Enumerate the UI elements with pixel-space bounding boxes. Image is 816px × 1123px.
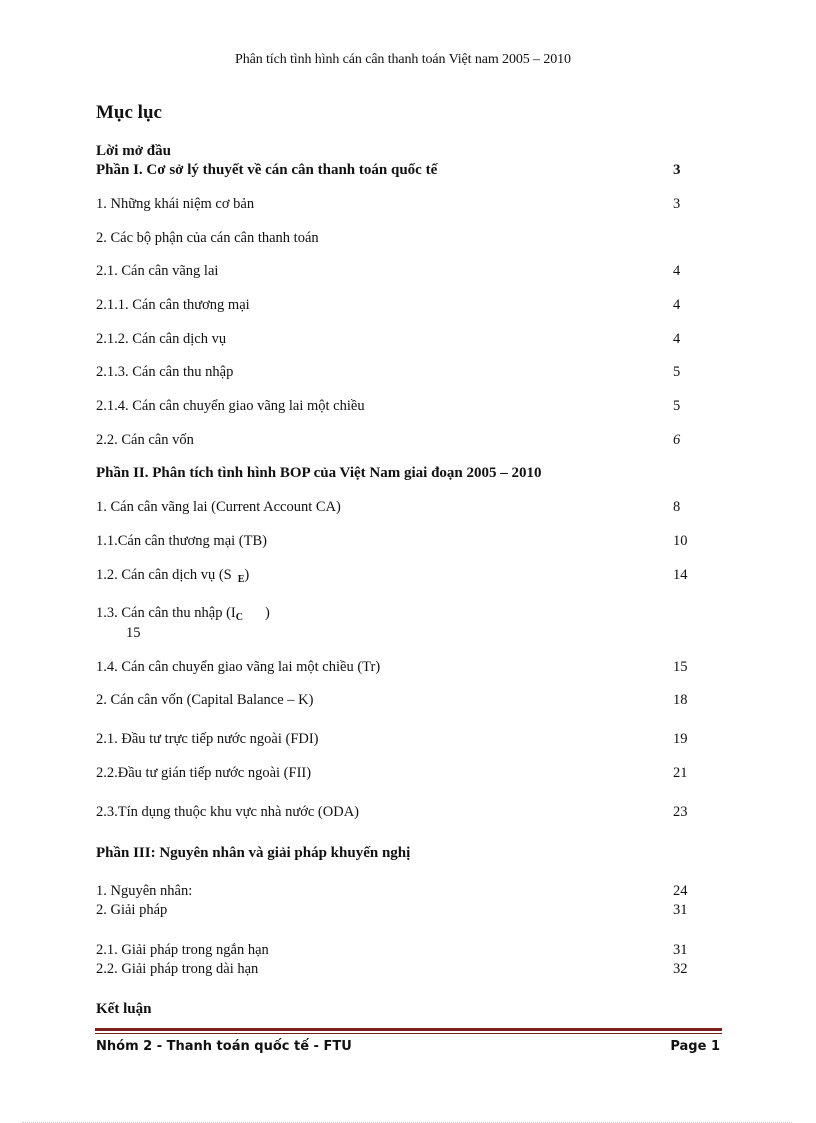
toc-item-page: 6 (673, 432, 681, 448)
toc-item-label-text: 1.2. Cán cân dịch vụ (S (96, 567, 232, 583)
toc-item-page: 3 (673, 196, 681, 212)
toc-item-page: 15 (673, 659, 688, 675)
toc-item-page: 4 (673, 331, 681, 347)
toc-item-label-close: ) (244, 567, 250, 583)
toc-item-label: 1. Những khái niệm cơ bản (96, 196, 255, 212)
toc-item-page: 23 (673, 804, 688, 820)
toc-item[interactable] (96, 603, 696, 643)
toc-item-label: 2. Giải pháp (96, 902, 168, 918)
toc-conclusion-label: Kết luận (96, 1001, 152, 1017)
toc-item-label-close: ) (264, 605, 270, 621)
toc-item-page: 19 (673, 731, 688, 747)
toc-item-label: 1. Cán cân vãng lai (Current Account CA) (96, 499, 341, 515)
toc-item-label: 2.1.3. Cán cân thu nhập (96, 364, 234, 380)
toc-item-label: 2. Các bộ phận của cán cân thanh toán (96, 230, 319, 246)
toc-item-page: 4 (673, 297, 681, 313)
toc-item-label: Phần I. Cơ sở lý thuyết về cán cân thanh toán quốc tế (96, 162, 438, 178)
toc-item-label: 1.4. Cán cân chuyển giao vãng lai một chiều (Tr) (96, 659, 381, 675)
page-header: Phân tích tình hình cán cân thanh toán Việt nam 2005 – 2010 (235, 52, 571, 67)
toc-item-page: 8 (673, 499, 681, 515)
toc-item-page: 24 (673, 883, 688, 899)
toc-item-label: 2.2. Cán cân vốn (96, 432, 194, 448)
toc-item-label: 2.1.2. Cán cân dịch vụ (96, 331, 227, 347)
toc-title: Mục lục (96, 102, 162, 123)
toc-item-label: 2.1.4. Cán cân chuyển giao vãng lai một chiều (96, 398, 365, 414)
toc-item-label: 2.1. Đầu tư trực tiếp nước ngoài (FDI) (96, 731, 319, 747)
toc-item-label (96, 603, 270, 625)
toc-item-label: Phần III: Nguyên nhân và giải pháp khuyến nghị (96, 845, 411, 861)
toc-item-page: 5 (673, 364, 681, 380)
toc-item-label-subscript: E (237, 574, 245, 585)
toc-item-label (96, 565, 249, 587)
toc-item-page: 3 (673, 162, 681, 178)
toc-item-label: 2.2. Giải pháp trong dài hạn (96, 961, 259, 977)
toc-item-label: 2. Cán cân vốn (Capital Balance – K) (96, 692, 314, 708)
footer-divider-thin (95, 1033, 722, 1034)
toc-item-label: 2.3.Tín dụng thuộc khu vực nhà nước (ODA) (96, 804, 359, 820)
toc-item-page: 15 (126, 625, 141, 641)
toc-item-label: 2.1. Giải pháp trong ngắn hạn (96, 942, 269, 958)
toc-item-label: Phần II. Phân tích tình hình BOP của Việt Nam giai đoạn 2005 – 2010 (96, 465, 542, 481)
toc-item-page: 5 (673, 398, 681, 414)
toc-item-page: 31 (673, 902, 688, 918)
toc-item-page: 31 (673, 942, 688, 958)
toc-item-label-subscript: C (235, 612, 243, 623)
footer-left-text: Nhóm 2 - Thanh toán quốc tế - FTU (96, 1039, 352, 1054)
toc-intro-label: Lời mở đầu (96, 143, 171, 159)
footer-divider-thick (95, 1028, 722, 1031)
toc-item-label: 2.2.Đầu tư gián tiếp nước ngoài (FII) (96, 765, 312, 781)
toc-item-label: 2.1. Cán cân vãng lai (96, 263, 219, 279)
toc-item-page: 4 (673, 263, 681, 279)
toc-item-page: 10 (673, 533, 688, 549)
toc-item-page: 14 (673, 567, 688, 583)
toc-item-page: 21 (673, 765, 688, 781)
footer-page-number: Page 1 (670, 1039, 720, 1054)
toc-item-page: 32 (673, 961, 688, 977)
toc-item-label: 1. Nguyên nhân: (96, 883, 193, 899)
toc-item-label: 2.1.1. Cán cân thương mại (96, 297, 250, 313)
toc-item-label: 1.1.Cán cân thương mại (TB) (96, 533, 267, 549)
toc-item-label-text: 1.3. Cán cân thu nhập (I (96, 605, 236, 621)
toc-item-page: 18 (673, 692, 688, 708)
